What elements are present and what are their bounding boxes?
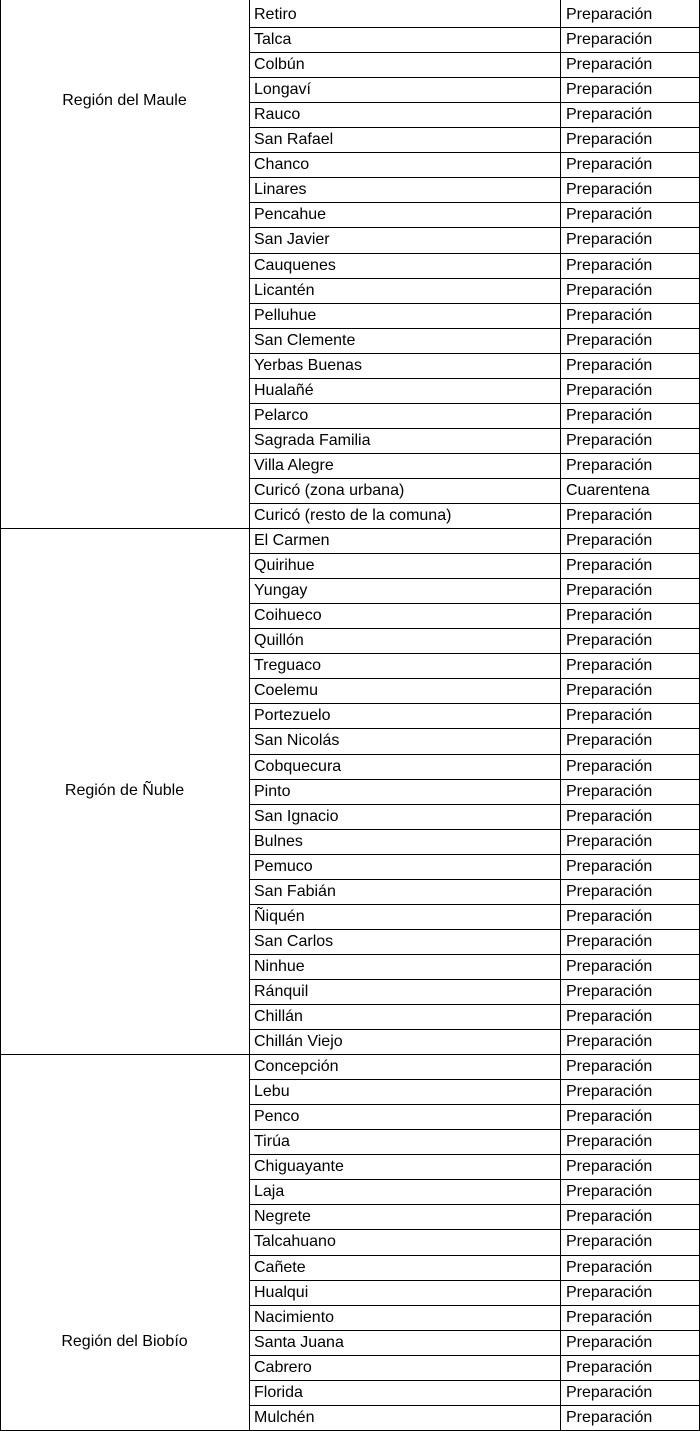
comuna-name: Lebu <box>254 1083 290 1101</box>
row-separator <box>249 603 700 604</box>
row-separator <box>249 1229 700 1230</box>
row-separator <box>249 102 700 103</box>
comuna-status: Preparación <box>566 857 653 875</box>
comuna-status: Preparación <box>566 231 653 249</box>
row-separator <box>249 854 700 855</box>
row-separator <box>249 52 700 53</box>
row-separator <box>249 127 700 128</box>
comuna-status: Preparación <box>566 1308 653 1326</box>
comuna-name: El Carmen <box>254 532 330 550</box>
region-separator <box>0 528 700 529</box>
comuna-name: Mulchén <box>254 1408 315 1426</box>
comuna-name: Rauco <box>254 106 301 124</box>
comuna-status: Preparación <box>566 932 653 950</box>
comuna-status: Preparación <box>566 1058 653 1076</box>
row-separator <box>249 804 700 805</box>
row-separator <box>249 1179 700 1180</box>
row-separator <box>249 703 700 704</box>
row-separator <box>249 253 700 254</box>
comuna-name: Bulnes <box>254 832 303 850</box>
row-separator <box>249 1154 700 1155</box>
row-separator <box>249 202 700 203</box>
comuna-status: Preparación <box>566 106 653 124</box>
comuna-status: Preparación <box>566 206 653 224</box>
row-separator <box>249 879 700 880</box>
comuna-status: Preparación <box>566 381 653 399</box>
comuna-status: Preparación <box>566 882 653 900</box>
comuna-status: Preparación <box>566 131 653 149</box>
region-label: Región del Maule <box>62 92 187 109</box>
comuna-status: Preparación <box>566 6 653 23</box>
comuna-status: Preparación <box>566 1208 653 1226</box>
comuna-status: Preparación <box>566 957 653 975</box>
comuna-status: Preparación <box>566 532 653 550</box>
comuna-status: Preparación <box>566 1333 653 1351</box>
comuna-name: Hualañé <box>254 381 314 399</box>
comuna-status: Preparación <box>566 1008 653 1025</box>
row-separator <box>249 77 700 78</box>
row-separator <box>249 1029 700 1030</box>
comuna-name: Coelemu <box>254 682 319 700</box>
comuna-name: Pemuco <box>254 857 313 875</box>
comuna-status: Preparación <box>566 582 653 600</box>
comuna-name: Chillán Viejo <box>254 1033 343 1051</box>
comuna-name: Colbún <box>254 56 305 74</box>
comuna-status: Preparación <box>566 1183 653 1201</box>
row-separator <box>249 904 700 905</box>
table-column-divider <box>560 0 561 1430</box>
comuna-status: Preparación <box>566 782 653 800</box>
comuna-status: Preparación <box>566 1083 653 1101</box>
comuna-name: Nacimiento <box>254 1308 335 1326</box>
comuna-name: Ñiquén <box>254 907 305 925</box>
comuna-status: Preparación <box>566 431 653 449</box>
comuna-name: Chiguayante <box>254 1158 344 1176</box>
comuna-name: Pencahue <box>254 206 327 224</box>
comuna-status: Preparación <box>566 31 653 49</box>
row-separator <box>249 1405 700 1406</box>
row-separator <box>249 1104 700 1105</box>
row-separator <box>249 653 700 654</box>
row-separator <box>249 428 700 429</box>
row-separator <box>249 979 700 980</box>
row-separator <box>249 1305 700 1306</box>
comuna-status: Preparación <box>566 707 653 725</box>
comuna-status: Preparación <box>566 356 653 374</box>
comuna-name: San Nicolás <box>254 732 340 750</box>
comuna-name: Penco <box>254 1108 300 1126</box>
comuna-name: Tirúa <box>254 1133 290 1151</box>
comuna-name: Talca <box>254 31 292 49</box>
comuna-name: Curicó (zona urbana) <box>254 481 405 499</box>
comuna-name: Concepción <box>254 1058 339 1076</box>
comuna-name: Laja <box>254 1183 285 1201</box>
comuna-status: Preparación <box>566 81 653 99</box>
comuna-status: Preparación <box>566 1358 653 1376</box>
comuna-name: Chanco <box>254 156 310 174</box>
row-separator <box>249 152 700 153</box>
comuna-status: Preparación <box>566 306 653 324</box>
comuna-status: Preparación <box>566 557 653 575</box>
row-separator <box>249 378 700 379</box>
row-separator <box>249 227 700 228</box>
row-separator <box>249 628 700 629</box>
comuna-name: Cabrero <box>254 1358 312 1376</box>
comuna-name: Pinto <box>254 782 291 800</box>
comuna-status: Preparación <box>566 331 653 349</box>
comuna-name: Pelluhue <box>254 306 317 324</box>
comuna-status: Preparación <box>566 682 653 700</box>
row-separator <box>249 929 700 930</box>
comuna-name: San Fabián <box>254 882 336 900</box>
comuna-name: Longaví <box>254 81 311 99</box>
row-separator <box>249 453 700 454</box>
comuna-status: Preparación <box>566 406 653 424</box>
row-separator <box>249 1255 700 1256</box>
row-separator <box>249 1129 700 1130</box>
comuna-status: Preparación <box>566 607 653 625</box>
comuna-name: Yungay <box>254 582 308 600</box>
comuna-status: Preparación <box>566 982 653 1000</box>
comuna-name: Talcahuano <box>254 1233 336 1251</box>
comuna-status: Preparación <box>566 732 653 750</box>
row-separator <box>249 177 700 178</box>
row-separator <box>249 1380 700 1381</box>
row-separator <box>249 1004 700 1005</box>
comuna-status: Preparación <box>566 56 653 74</box>
comuna-status: Preparación <box>566 281 653 299</box>
comuna-status: Cuarentena <box>566 481 650 499</box>
comuna-status: Preparación <box>566 807 653 825</box>
row-separator <box>249 954 700 955</box>
comuna-name: Pelarco <box>254 406 309 424</box>
comuna-name: Portezuelo <box>254 707 331 725</box>
row-separator <box>249 754 700 755</box>
comuna-status: Preparación <box>566 256 653 274</box>
comuna-status: Preparación <box>566 1233 653 1251</box>
row-separator <box>249 578 700 579</box>
row-separator <box>249 328 700 329</box>
row-separator <box>249 403 700 404</box>
comuna-status: Preparación <box>566 1258 653 1276</box>
comuna-name: Cobquecura <box>254 757 342 775</box>
comuna-name: San Javier <box>254 231 330 249</box>
region-separator <box>0 1054 700 1055</box>
row-separator <box>249 303 700 304</box>
comuna-name: Coihueco <box>254 607 322 625</box>
comuna-name: Sagrada Familia <box>254 431 371 449</box>
comuna-status: Preparación <box>566 156 653 174</box>
comuna-status: Preparación <box>566 507 653 524</box>
comuna-status: Preparación <box>566 1408 653 1426</box>
row-separator <box>249 503 700 504</box>
comuna-name: Santa Juana <box>254 1333 344 1351</box>
comuna-status: Preparación <box>566 632 653 650</box>
region-label: Región de Ñuble <box>64 782 185 800</box>
comuna-status: Preparación <box>566 456 653 474</box>
comuna-name: Retiro <box>254 6 297 23</box>
row-separator <box>249 478 700 479</box>
comuna-status: Preparación <box>566 181 653 199</box>
comuna-status: Preparación <box>566 1158 653 1176</box>
comuna-name: San Clemente <box>254 331 356 349</box>
comuna-name: Quillón <box>254 632 304 650</box>
row-separator <box>249 27 700 28</box>
comuna-name: Quirihue <box>254 557 315 575</box>
comuna-name: Villa Alegre <box>254 456 334 474</box>
table-left-border <box>0 0 1 1430</box>
comuna-status: Preparación <box>566 1283 653 1301</box>
row-separator <box>249 553 700 554</box>
row-separator <box>249 1355 700 1356</box>
comuna-name: Cauquenes <box>254 256 336 274</box>
comuna-name: San Ignacio <box>254 807 339 825</box>
row-separator <box>249 678 700 679</box>
comuna-name: Treguaco <box>254 657 321 675</box>
comuna-name: Ránquil <box>254 982 309 1000</box>
row-separator <box>249 1280 700 1281</box>
comuna-name: Licantén <box>254 281 315 299</box>
comuna-status: Preparación <box>566 1033 653 1051</box>
comuna-status: Preparación <box>566 757 653 775</box>
row-separator <box>249 353 700 354</box>
comuna-name: San Rafael <box>254 131 334 149</box>
region-label: Región del Biobío <box>61 1333 188 1350</box>
comuna-status: Preparación <box>566 1133 653 1151</box>
table-column-divider <box>249 0 250 1430</box>
comuna-name: Curicó (resto de la comuna) <box>254 507 452 524</box>
comuna-status: Preparación <box>566 1383 653 1401</box>
comuna-name: Ninhue <box>254 957 305 975</box>
comuna-name: Negrete <box>254 1208 311 1226</box>
comuna-status: Preparación <box>566 1108 653 1126</box>
comuna-name: Hualqui <box>254 1283 309 1301</box>
comuna-name: Cañete <box>254 1258 306 1276</box>
row-separator <box>249 1204 700 1205</box>
comuna-status: Preparación <box>566 907 653 925</box>
row-separator <box>249 779 700 780</box>
comuna-name: San Carlos <box>254 932 334 950</box>
comuna-name: Florida <box>254 1383 303 1401</box>
comuna-status: Preparación <box>566 832 653 850</box>
comuna-name: Yerbas Buenas <box>254 356 362 374</box>
row-separator <box>249 829 700 830</box>
row-separator <box>249 1079 700 1080</box>
comuna-name: Chillán <box>254 1008 303 1025</box>
row-separator <box>249 1330 700 1331</box>
row-separator <box>249 728 700 729</box>
comuna-status: Preparación <box>566 657 653 675</box>
row-separator <box>249 278 700 279</box>
comuna-name: Linares <box>254 181 307 199</box>
